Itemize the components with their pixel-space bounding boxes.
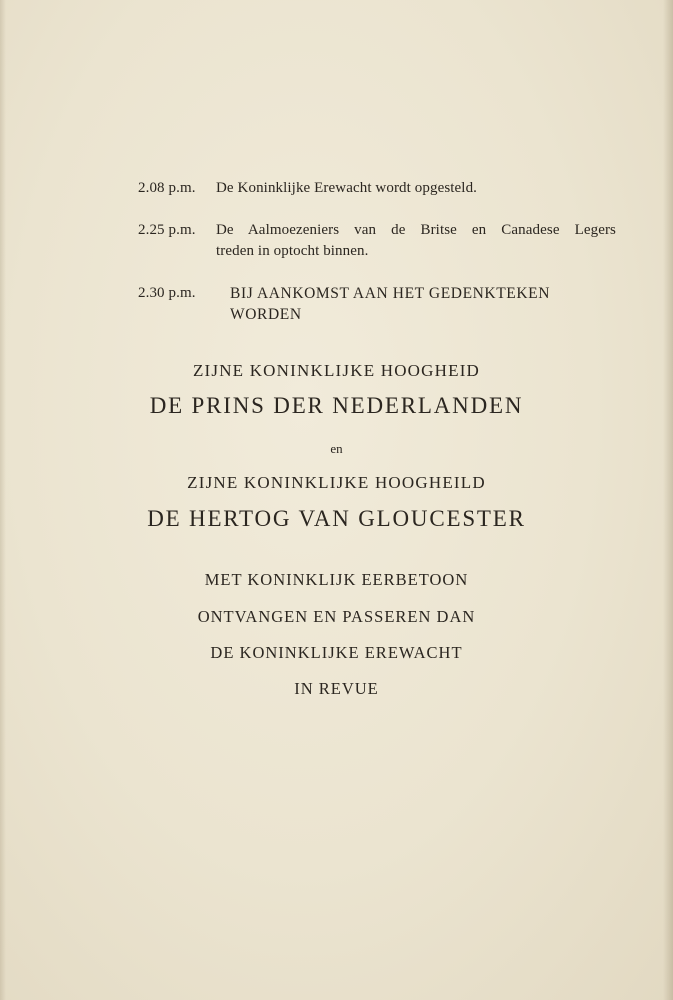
closing-line: ONTVANGEN EN PASSEREN DAN [197, 607, 476, 626]
page-shadow-left [0, 0, 6, 1000]
schedule-time: 2.30 p.m. [138, 285, 196, 301]
page-shadow-right [663, 0, 673, 1000]
closing-line: IN REVUE [294, 679, 379, 698]
royal-name-1: DE PRINS DER NEDERLANDEN [149, 393, 524, 418]
royal-name-2: DE HERTOG VAN GLOUCESTER [147, 506, 526, 531]
schedule-text-line: De Koninklijke Erewacht wordt opgesteld. [216, 180, 478, 196]
closing-line: DE KONINKLIJKE EREWACHT [210, 643, 463, 662]
schedule-time: 2.25 p.m. [138, 222, 196, 238]
schedule-text-line: WORDEN [230, 306, 302, 323]
schedule-text [216, 178, 616, 199]
conjunction-text: en [330, 441, 343, 456]
closing-line: MET KONINKLIJK EERBETOON [204, 570, 469, 589]
royal-title-1: ZIJNE KONINKLIJKE HOOGHEID [192, 361, 481, 380]
schedule-text [230, 283, 610, 325]
schedule-text-line: BIJ AANKOMST AAN HET GEDENKTEKEN [230, 285, 551, 302]
schedule-text-line: De Aalmoezeniers van de Britse en Canadese Legers [216, 222, 616, 238]
schedule-text [216, 220, 616, 262]
schedule-time: 2.08 p.m. [138, 180, 196, 196]
schedule-text-line: treden in optocht binnen. [216, 243, 369, 259]
royal-title-2: ZIJNE KONINKLIJKE HOOGHEILD [187, 473, 486, 492]
